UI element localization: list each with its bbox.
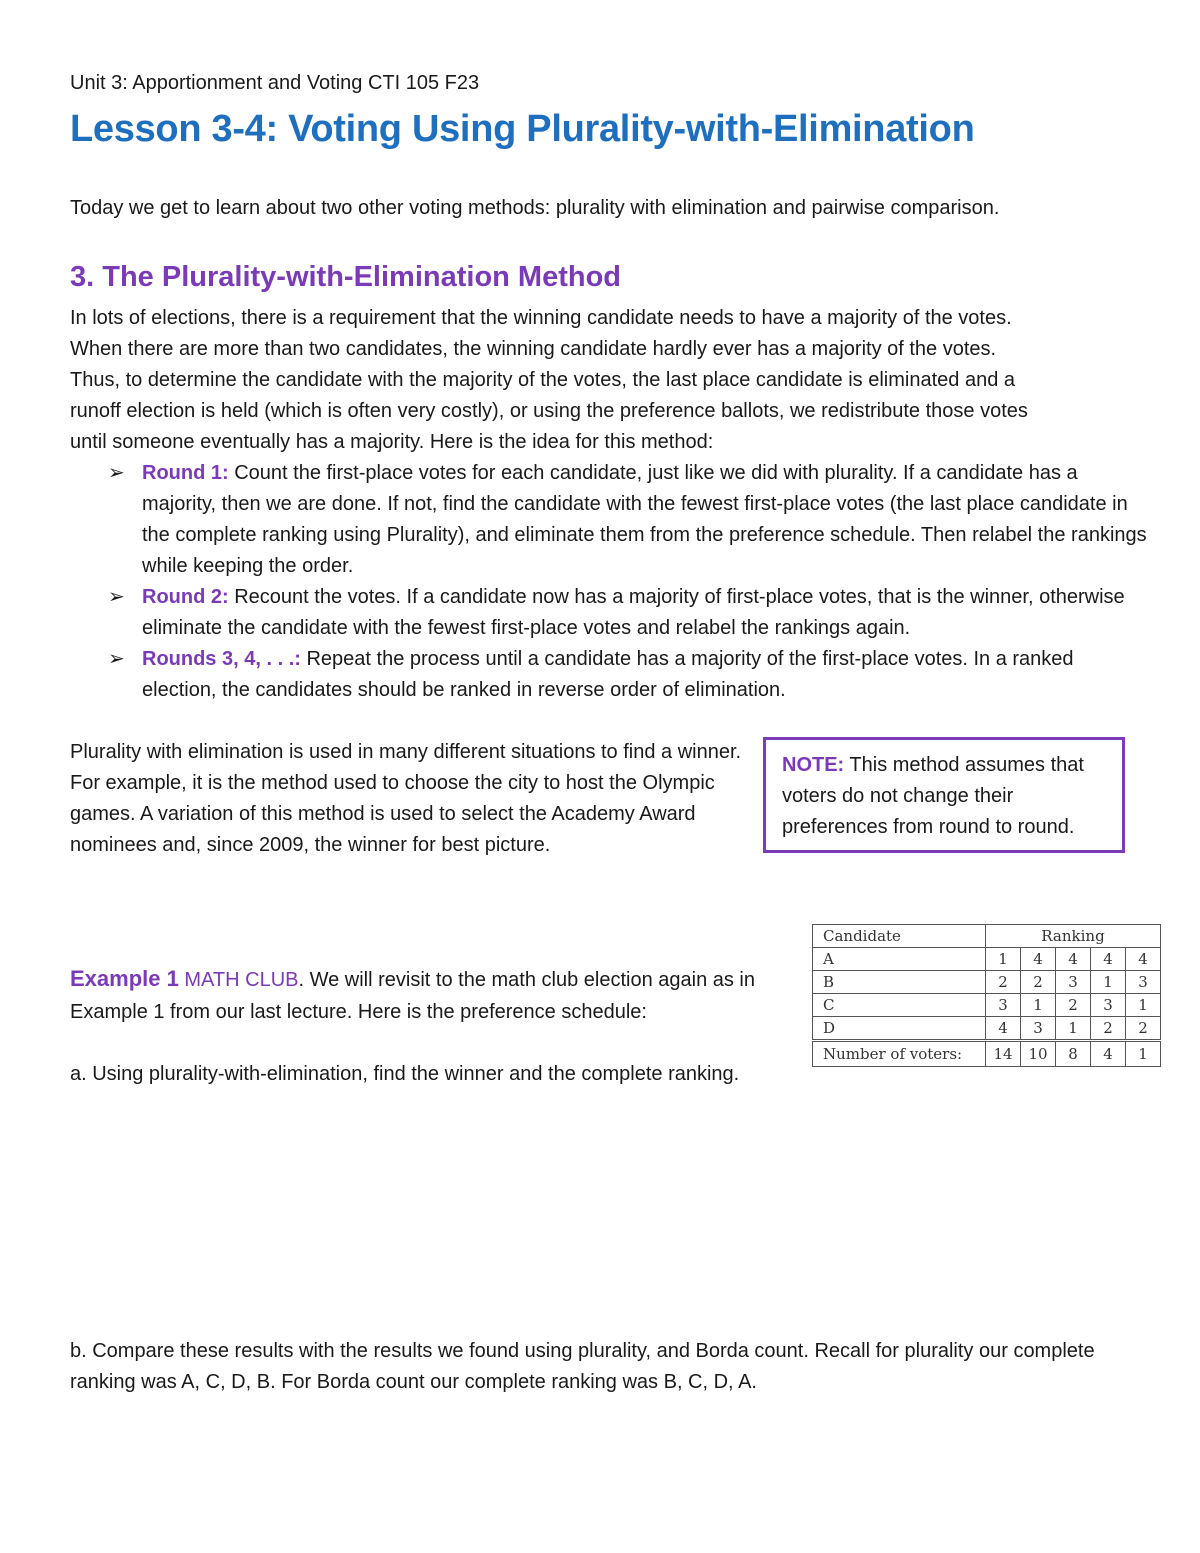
example-intro: [70, 963, 790, 1028]
rank-cell: 4: [1126, 948, 1161, 971]
rank-cell: 3: [986, 994, 1021, 1017]
arrow-bullet-icon: ➢: [108, 586, 125, 608]
candidate-name: D: [813, 1017, 986, 1041]
lesson-title: Lesson 3-4: Voting Using Plurality-with-Elimination: [70, 108, 975, 150]
unit-header: Unit 3: Apportionment and Voting CTI 105 F23: [70, 72, 480, 94]
voters-label: Number of voters:: [813, 1041, 986, 1067]
table-row: [813, 948, 1161, 971]
rank-cell: 4: [986, 1017, 1021, 1041]
voter-count: 1: [1126, 1041, 1161, 1067]
round-label: Round 2:: [142, 586, 229, 608]
arrow-bullet-icon: ➢: [108, 648, 125, 670]
rank-cell: 1: [1056, 1017, 1091, 1041]
rank-cell: 2: [1021, 971, 1056, 994]
rank-cell: 2: [986, 971, 1021, 994]
rank-cell: 1: [1021, 994, 1056, 1017]
rank-cell: 2: [1056, 994, 1091, 1017]
note-box: [763, 737, 1125, 853]
voter-count: 10: [1021, 1041, 1056, 1067]
round-label: Round 1:: [142, 462, 229, 484]
note-label: NOTE:: [782, 754, 845, 776]
note-text: This method assumes that voters do not change their preferences from round to round.: [782, 754, 1084, 838]
rank-cell: 4: [1091, 948, 1126, 971]
example-text: . We will revisit to the math club election again as in Example 1 from our last lecture. Here is the preference schedule:: [70, 969, 755, 1023]
table-row: [813, 994, 1161, 1017]
rank-cell: 1: [986, 948, 1021, 971]
section-heading: 3. The Plurality-with-Elimination Method: [70, 261, 622, 293]
rank-cell: 4: [1056, 948, 1091, 971]
voter-count: 8: [1056, 1041, 1091, 1067]
round-text: Count the first-place votes for each candidate, just like we did with plurality. If a candidate has a majority, then we are done. If not, find the candidate with the fewest first-place votes (the last place candidate in the complete ranking using Plurality), and eliminate them from the preference schedule. Then relabel the rankings while keeping the order.: [142, 462, 1147, 577]
preference-schedule-table: [812, 924, 1161, 1067]
plurality-usage-text: Plurality with elimination is used in many different situations to find a winner. For example, it is the method used to choose the city to host the Olympic games. A variation of this method is used to select the Academy Award nominees and, since 2009, the winner for best picture.: [70, 741, 742, 856]
question-b: b. Compare these results with the results we found using plurality, and Borda count. Recall for plurality our complete ranking was A, C, D, B. For Borda count our complete ranking was B, C, D, A.: [70, 1340, 1095, 1393]
round-label: Rounds 3, 4, . . .:: [142, 648, 301, 670]
rank-cell: 4: [1021, 948, 1056, 971]
intro-text: Today we get to learn about two other voting methods: plurality with elimination and pairwise comparison.: [70, 197, 1000, 219]
question-a: a. Using plurality-with-elimination, find the winner and the complete ranking.: [70, 1063, 740, 1085]
description-line: Thus, to determine the candidate with the majority of the votes, the last place candidate is eliminated and a: [70, 369, 1015, 391]
round-item: [108, 582, 1148, 644]
description-line: In lots of elections, there is a requirement that the winning candidate needs to have a majority of the votes.: [70, 307, 1012, 329]
candidate-name: C: [813, 994, 986, 1017]
rank-cell: 3: [1126, 971, 1161, 994]
rank-cell: 2: [1126, 1017, 1161, 1041]
candidate-name: B: [813, 971, 986, 994]
voters-row: [813, 1041, 1161, 1067]
table-row: [813, 1017, 1161, 1041]
candidate-name: A: [813, 948, 986, 971]
example-club: MATH CLUB: [178, 969, 299, 991]
round-text: Repeat the process until a candidate has a majority of the first-place votes. In a ranked election, the candidates should be ranked in reverse order of elimination.: [142, 648, 1074, 701]
rank-cell: 2: [1091, 1017, 1126, 1041]
rounds-list: [108, 458, 1148, 706]
rank-cell: 3: [1021, 1017, 1056, 1041]
round-text: Recount the votes. If a candidate now has a majority of first-place votes, that is the winner, otherwise eliminate the candidate with the fewest first-place votes and relabel the rankings again.: [142, 586, 1125, 639]
ranking-header: Ranking: [986, 925, 1161, 948]
rank-cell: 1: [1126, 994, 1161, 1017]
method-description: [70, 303, 1130, 458]
voter-count: 14: [986, 1041, 1021, 1067]
description-line: When there are more than two candidates, the winning candidate hardly ever has a majority of the votes.: [70, 338, 997, 360]
candidate-header: Candidate: [813, 925, 986, 948]
table-row: [813, 971, 1161, 994]
example-label: Example 1: [70, 966, 179, 991]
rank-cell: 3: [1091, 994, 1126, 1017]
table-header-row: [813, 925, 1161, 948]
rank-cell: 1: [1091, 971, 1126, 994]
voter-count: 4: [1091, 1041, 1126, 1067]
round-item: [108, 644, 1148, 706]
rank-cell: 3: [1056, 971, 1091, 994]
arrow-bullet-icon: ➢: [108, 462, 125, 484]
description-line: runoff election is held (which is often very costly), or using the preference ballots, we redistribute those votes: [70, 400, 1028, 422]
round-item: [108, 458, 1148, 582]
description-line: until someone eventually has a majority. Here is the idea for this method:: [70, 431, 714, 453]
